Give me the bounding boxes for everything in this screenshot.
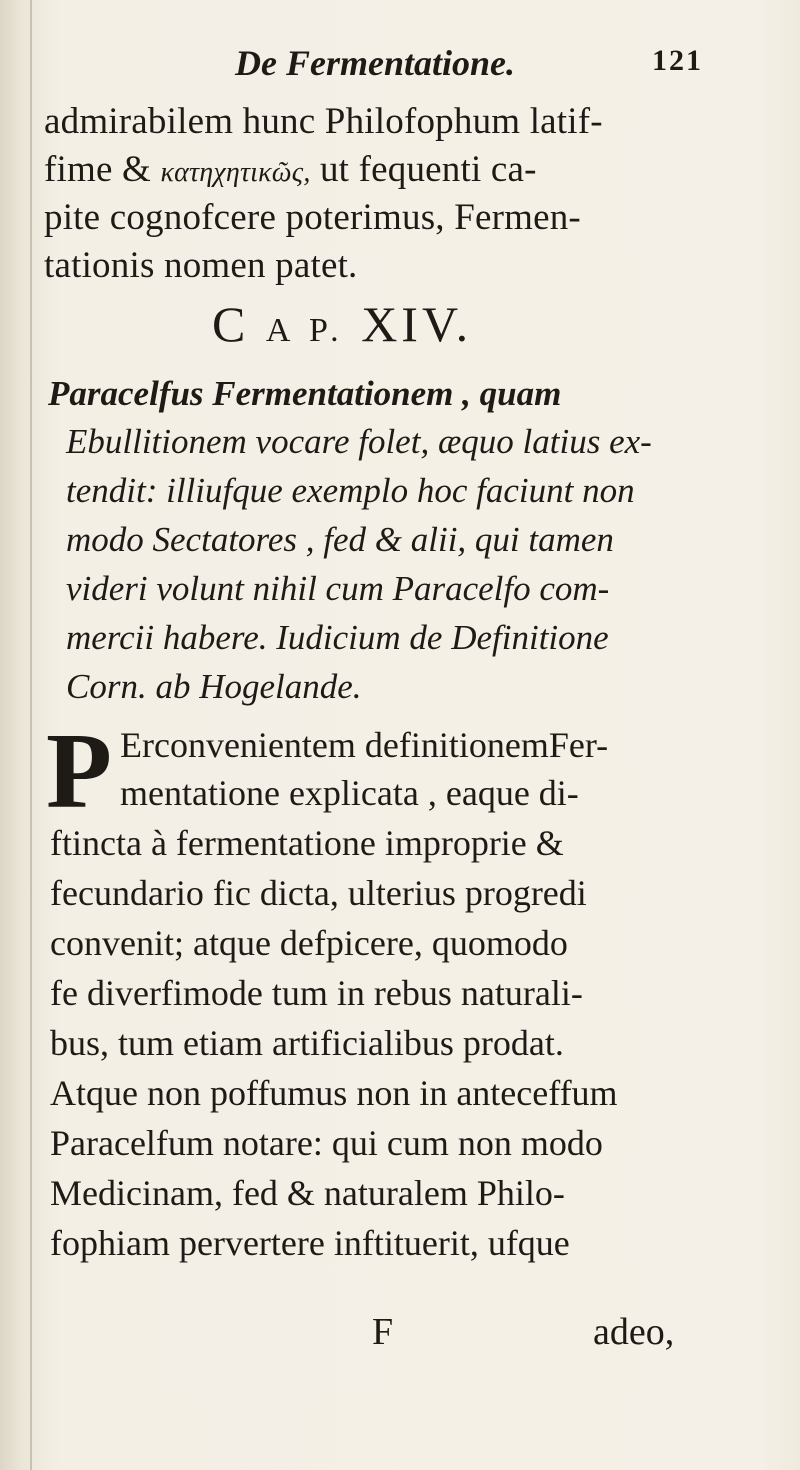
body-line: Atque non poffumus non in anteceffum (50, 1073, 618, 1113)
page-header (0, 42, 800, 92)
intro-line-end: ut fequenti ca- (319, 149, 537, 190)
body-line: mentatione explicata , eaque di- (120, 773, 579, 813)
intro-line: tationis nomen patet. (44, 245, 358, 286)
summary-line: Paracelfus Fermentationem , quam (48, 374, 562, 413)
chapter-prefix-small: A P. (265, 312, 345, 349)
body-line: convenit; atque defpicere, quomodo (50, 923, 568, 963)
summary-line: tendit: illiufque exemplo hoc faciunt non (66, 471, 635, 510)
chapter-number: XIV. (361, 296, 473, 352)
chapter-prefix-cap: C (212, 296, 250, 352)
signature-mark: F (372, 1311, 394, 1353)
summary-line: Ebullitionem vocare folet, æquo latius ex- (66, 422, 652, 461)
summary-line: mercii habere. Iudicium de Definitione (66, 618, 609, 657)
intro-line: admirabilem hunc Philofophum latif- (44, 101, 603, 142)
intro-line-start: fime & (44, 149, 152, 190)
chapter-heading (212, 295, 472, 353)
intro-line: pite cognofcere poterimus, Fermen- (44, 197, 581, 238)
summary-line: Corn. ab Hogelande. (66, 667, 362, 706)
intro-line-with-greek (44, 148, 537, 191)
drop-cap: P (46, 712, 112, 831)
body-line: fe diverfimode tum in rebus naturali- (50, 973, 583, 1013)
body-line: fecundario fic dicta, ulterius progredi (50, 873, 587, 913)
page-number: 121 (652, 44, 703, 77)
body-line: Paracelfum notare: qui cum non modo (50, 1123, 603, 1163)
catchword: adeo, (593, 1311, 675, 1353)
body-line: ftincta à fermentatione improprie & (50, 823, 564, 863)
summary-line: modo Sectatores , fed & alii, qui tamen (66, 520, 614, 559)
body-line: Erconvenientem definitionemFer- (120, 725, 609, 765)
greek-word: κατηχητικῶς, (160, 157, 311, 188)
body-line: fophiam pervertere inftituerit, ufque (50, 1223, 570, 1263)
body-line: Medicinam, fed & naturalem Philo- (50, 1173, 565, 1213)
body-line: bus, tum etiam artificialibus prodat. (50, 1023, 564, 1063)
summary-line: videri volunt nihil cum Paracelfo com- (66, 569, 610, 608)
gutter-line (30, 0, 32, 1470)
running-title: De Fermentatione. (235, 43, 515, 83)
